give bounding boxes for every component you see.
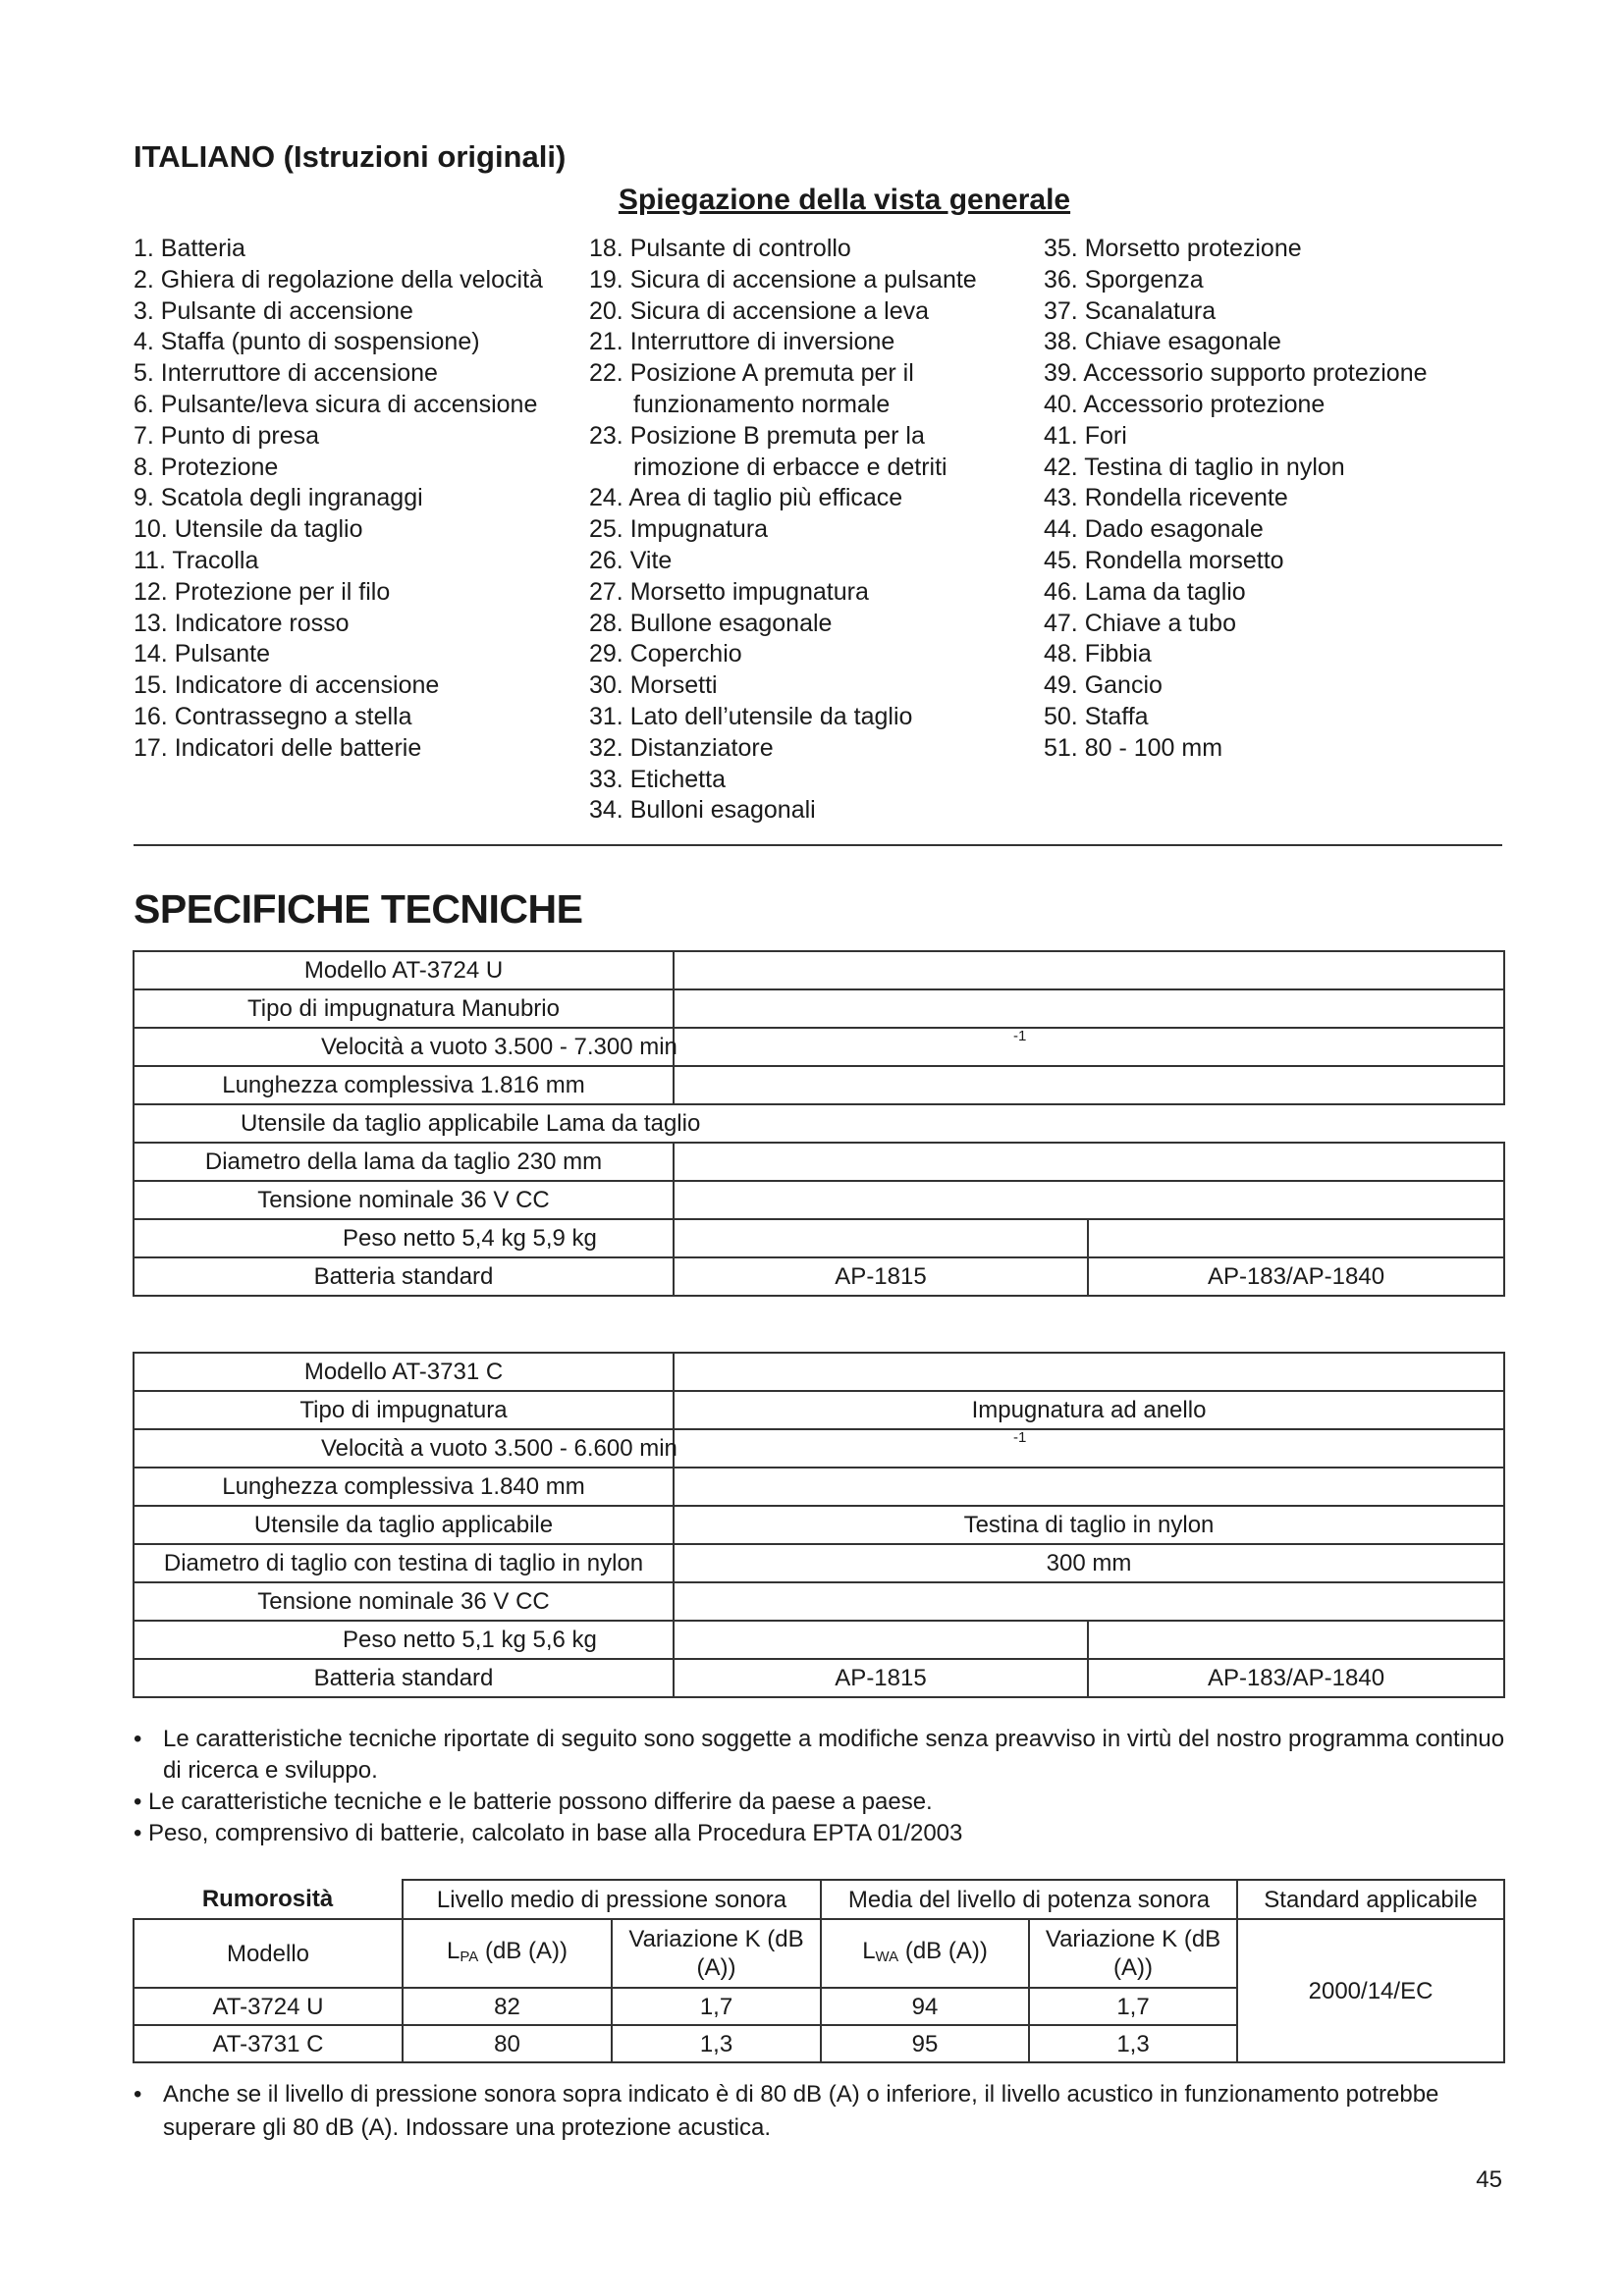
legend-item: 48. Fibbia: [1044, 640, 1152, 668]
noise-lwa: 95: [821, 2025, 1029, 2062]
noise-standard-value: 2000/14/EC: [1237, 1919, 1504, 2062]
legend-item: 41. Fori: [1044, 421, 1127, 450]
spec-empty-cell: [674, 1621, 1088, 1659]
legend-item: 16. Contrassegno a stella: [134, 702, 412, 730]
spec-battery-b: AP-183/AP-1840: [1088, 1257, 1504, 1296]
legend-item: 51. 80 - 100 mm: [1044, 733, 1223, 762]
noise-table: [133, 1879, 1505, 2063]
spec-model: Modello AT-3724 U: [134, 951, 674, 989]
spec-row-speed: [134, 1429, 1504, 1468]
spec-note-text: Le caratteristiche tecniche e le batterie possono differire da paese a paese.: [148, 1789, 933, 1815]
page-number: 45: [1476, 2166, 1502, 2193]
noise-col-pressure: Livello medio di pressione sonora: [403, 1880, 821, 1919]
legend-item: 19. Sicura di accensione a pulsante: [589, 265, 977, 294]
section-divider: [134, 844, 1502, 846]
legend-item: 45. Rondella morsetto: [1044, 546, 1284, 574]
noise-title: Rumorosità: [134, 1880, 403, 1919]
spec-row-diameter: [134, 1143, 1504, 1181]
legend-item: 31. Lato dell’utensile da taglio: [589, 702, 913, 730]
spec-length: Lunghezza complessiva 1.840 mm: [134, 1468, 674, 1506]
noise-k2: 1,7: [1029, 1988, 1237, 2025]
spec-note: [134, 1724, 1508, 1787]
noise-k1: 1,3: [612, 2025, 821, 2062]
spec-row-model: [134, 1353, 1504, 1391]
legend-column-3: [1044, 234, 1505, 765]
legend-item: 38. Chiave esagonale: [1044, 328, 1281, 356]
spec-empty-cell: [674, 989, 1504, 1028]
legend-item: 5. Interruttore di accensione: [134, 359, 438, 388]
spec-diameter-label: Diametro di taglio con testina di taglio in nylon: [134, 1544, 674, 1582]
noise-subheader-row: [134, 1919, 1504, 1988]
lwa-subscript: WA: [875, 1948, 899, 1965]
spec-row-model: [134, 951, 1504, 989]
legend-item: 49. Gancio: [1044, 671, 1163, 700]
spec-row-voltage: [134, 1181, 1504, 1219]
noise-model: AT-3731 C: [134, 2025, 403, 2062]
legend-item: 7. Punto di presa: [134, 421, 320, 450]
language-title: ITALIANO (Istruzioni originali): [134, 139, 567, 174]
noise-note-item: [134, 2078, 1508, 2145]
spec-speed: Velocità a vuoto 3.500 - 6.600 min: [134, 1429, 674, 1468]
spec-table-at3731c: [133, 1352, 1505, 1698]
noise-col-standard: Standard applicabile: [1237, 1880, 1504, 1919]
spec-empty-cell: [1088, 1621, 1504, 1659]
spec-speed-superscript: -1: [1013, 1028, 1027, 1044]
noise-lwa: 94: [821, 1988, 1029, 2025]
specs-title: SPECIFICHE TECNICHE: [134, 886, 583, 932]
spec-grip-value: Impugnatura ad anello: [674, 1391, 1504, 1429]
spec-notes: [134, 1724, 1508, 1849]
legend-item: 34. Bulloni esagonali: [589, 796, 816, 825]
legend-item: 37. Scanalatura: [1044, 296, 1217, 325]
spec-row-length: [134, 1066, 1504, 1104]
noise-model-label: Modello: [134, 1919, 403, 1988]
spec-empty-cell: [674, 1066, 1504, 1104]
legend-item: 36. Sporgenza: [1044, 265, 1204, 294]
legend-item: 30. Morsetti: [589, 671, 718, 700]
spec-battery-a: AP-1815: [674, 1257, 1088, 1296]
legend-item: 18. Pulsante di controllo: [589, 235, 851, 262]
legend-item: 25. Impugnatura: [589, 515, 769, 544]
spec-voltage: Tensione nominale 36 V CC: [134, 1582, 674, 1621]
legend-item: 27. Morsetto impugnatura: [589, 577, 869, 606]
noise-note: [134, 2078, 1508, 2145]
legend-column-1: [134, 234, 566, 765]
legend-item: 6. Pulsante/leva sicura di accensione: [134, 390, 538, 418]
legend-title: Spiegazione della vista generale: [618, 184, 1071, 216]
legend-item: 26. Vite: [589, 546, 673, 574]
noise-lpa-header: [403, 1919, 612, 1988]
legend-item: 4. Staffa (punto di sospensione): [134, 328, 480, 356]
legend-item: 22. Posizione A premuta per il funzionamento normale: [589, 359, 914, 418]
noise-header-row: [134, 1880, 1504, 1919]
noise-lpa: 82: [403, 1988, 612, 2025]
bullet-glyph: •: [134, 1726, 142, 1752]
noise-lwa-header: [821, 1919, 1029, 1988]
spec-row-battery: [134, 1257, 1504, 1296]
noise-variation-header: Variazione K (dB (A)): [612, 1919, 821, 1988]
spec-note-text: Peso, comprensivo di batterie, calcolato in base alla Procedura EPTA 01/2003: [148, 1820, 963, 1846]
legend-item: 8. Protezione: [134, 453, 279, 481]
spec-row-weight: [134, 1219, 1504, 1257]
spec-row-tool: [134, 1506, 1504, 1544]
legend-item: 42. Testina di taglio in nylon: [1044, 453, 1345, 481]
spec-voltage: Tensione nominale 36 V CC: [134, 1181, 674, 1219]
legend-item: 39. Accessorio supporto protezione: [1044, 359, 1428, 388]
spec-empty-cell: [674, 1143, 1504, 1181]
spec-battery-label: Batteria standard: [134, 1659, 674, 1697]
spec-length: Lunghezza complessiva 1.816 mm: [134, 1066, 674, 1104]
spec-speed-value-cell: [674, 1028, 1504, 1066]
legend-item: 12. Protezione per il filo: [134, 577, 391, 606]
spec-empty-cell: [1088, 1219, 1504, 1257]
spec-row-weight: [134, 1621, 1504, 1659]
legend-item: 40. Accessorio protezione: [1044, 390, 1326, 418]
legend-item: 47. Chiave a tubo: [1044, 609, 1236, 637]
noise-lpa: 80: [403, 2025, 612, 2062]
spec-weight: Peso netto 5,4 kg 5,9 kg: [134, 1219, 674, 1257]
spec-empty-cell: [674, 1468, 1504, 1506]
spec-row-length: [134, 1468, 1504, 1506]
noise-note-text: Anche se il livello di pressione sonora sopra indicato è di 80 dB (A) o inferiore, il livello acustico in funzionamento potrebbe superare gli 80 dB (A). Indossare una protezione acustica.: [163, 2081, 1439, 2141]
legend-item: 23. Posizione B premuta per la rimozione di erbacce e detriti: [589, 421, 947, 481]
legend-item: 10. Utensile da taglio: [134, 515, 363, 544]
lwa-unit: (dB (A)): [898, 1937, 988, 1964]
spec-tool: Utensile da taglio applicabile Lama da taglio: [134, 1104, 1504, 1143]
spec-row-tool: [134, 1104, 1504, 1143]
legend-item: 2. Ghiera di regolazione della velocità: [134, 265, 543, 294]
legend-item: 44. Dado esagonale: [1044, 515, 1264, 544]
lwa-symbol: L: [862, 1937, 876, 1964]
legend-item: 29. Coperchio: [589, 640, 742, 668]
noise-k1: 1,7: [612, 1988, 821, 2025]
legend-item: 28. Bullone esagonale: [589, 609, 833, 637]
spec-empty-cell: [674, 1582, 1504, 1621]
legend-item: 11. Tracolla: [134, 546, 259, 574]
spec-speed-superscript: -1: [1013, 1429, 1027, 1446]
spec-tool-label: Utensile da taglio applicabile: [134, 1506, 674, 1544]
noise-col-power: Media del livello di potenza sonora: [821, 1880, 1237, 1919]
legend-item: 17. Indicatori delle batterie: [134, 733, 422, 762]
spec-note: [134, 1787, 1508, 1818]
spec-table-at3724u: [133, 950, 1505, 1297]
noise-variation-header: Variazione K (dB (A)): [1029, 1919, 1237, 1988]
bullet-glyph: •: [134, 1820, 142, 1846]
legend-item: 3. Pulsante di accensione: [134, 296, 413, 325]
spec-row-grip: [134, 1391, 1504, 1429]
spec-model: Modello AT-3731 C: [134, 1353, 674, 1391]
legend-item: 43. Rondella ricevente: [1044, 484, 1288, 512]
lpa-symbol: L: [447, 1937, 460, 1964]
spec-diameter: Diametro della lama da taglio 230 mm: [134, 1143, 674, 1181]
spec-row-voltage: [134, 1582, 1504, 1621]
spec-note: [134, 1818, 1508, 1849]
legend-item: 14. Pulsante: [134, 640, 270, 668]
spec-row-diameter: [134, 1544, 1504, 1582]
spec-empty-cell: [674, 1353, 1504, 1391]
spec-row-speed: [134, 1028, 1504, 1066]
spec-weight: Peso netto 5,1 kg 5,6 kg: [134, 1621, 674, 1659]
legend-item: 20. Sicura di accensione a leva: [589, 296, 930, 325]
spec-empty-cell: [674, 1181, 1504, 1219]
bullet-glyph: •: [134, 2081, 142, 2108]
spec-row-battery: [134, 1659, 1504, 1697]
spec-note-text: Le caratteristiche tecniche riportate di seguito sono soggette a modifiche senza preavviso in virtù del nostro programma continuo di ricerca e sviluppo.: [163, 1726, 1505, 1784]
legend-item: 1. Batteria: [134, 235, 245, 262]
noise-k2: 1,3: [1029, 2025, 1237, 2062]
legend-item: 15. Indicatore di accensione: [134, 671, 440, 700]
spec-battery-a: AP-1815: [674, 1659, 1088, 1697]
legend-item: 24. Area di taglio più efficace: [589, 484, 903, 512]
noise-model: AT-3724 U: [134, 1988, 403, 2025]
spec-battery-label: Batteria standard: [134, 1257, 674, 1296]
spec-tool-value: Testina di taglio in nylon: [674, 1506, 1504, 1544]
spec-row-grip: [134, 989, 1504, 1028]
spec-grip-label: Tipo di impugnatura: [134, 1391, 674, 1429]
legend-item: 46. Lama da taglio: [1044, 577, 1246, 606]
legend-item: 35. Morsetto protezione: [1044, 235, 1302, 262]
lpa-unit: (dB (A)): [478, 1937, 568, 1964]
spec-grip: Tipo di impugnatura Manubrio: [134, 989, 674, 1028]
bullet-glyph: •: [134, 1789, 142, 1815]
spec-speed: Velocità a vuoto 3.500 - 7.300 min: [134, 1028, 674, 1066]
spec-empty-cell: [674, 1219, 1088, 1257]
legend-item: 13. Indicatore rosso: [134, 609, 350, 637]
spec-speed-value-cell: [674, 1429, 1504, 1468]
legend-item: 32. Distanziatore: [589, 733, 774, 762]
spec-diameter-value: 300 mm: [674, 1544, 1504, 1582]
lpa-subscript: PA: [460, 1948, 479, 1965]
spec-empty-cell: [674, 951, 1504, 989]
legend-item: 9. Scatola degli ingranaggi: [134, 484, 423, 512]
legend-item: 50. Staffa: [1044, 702, 1149, 730]
spec-battery-b: AP-183/AP-1840: [1088, 1659, 1504, 1697]
legend-column-2: [589, 234, 1021, 827]
legend-item: 33. Etichetta: [589, 765, 726, 793]
legend-item: 21. Interruttore di inversione: [589, 328, 895, 356]
